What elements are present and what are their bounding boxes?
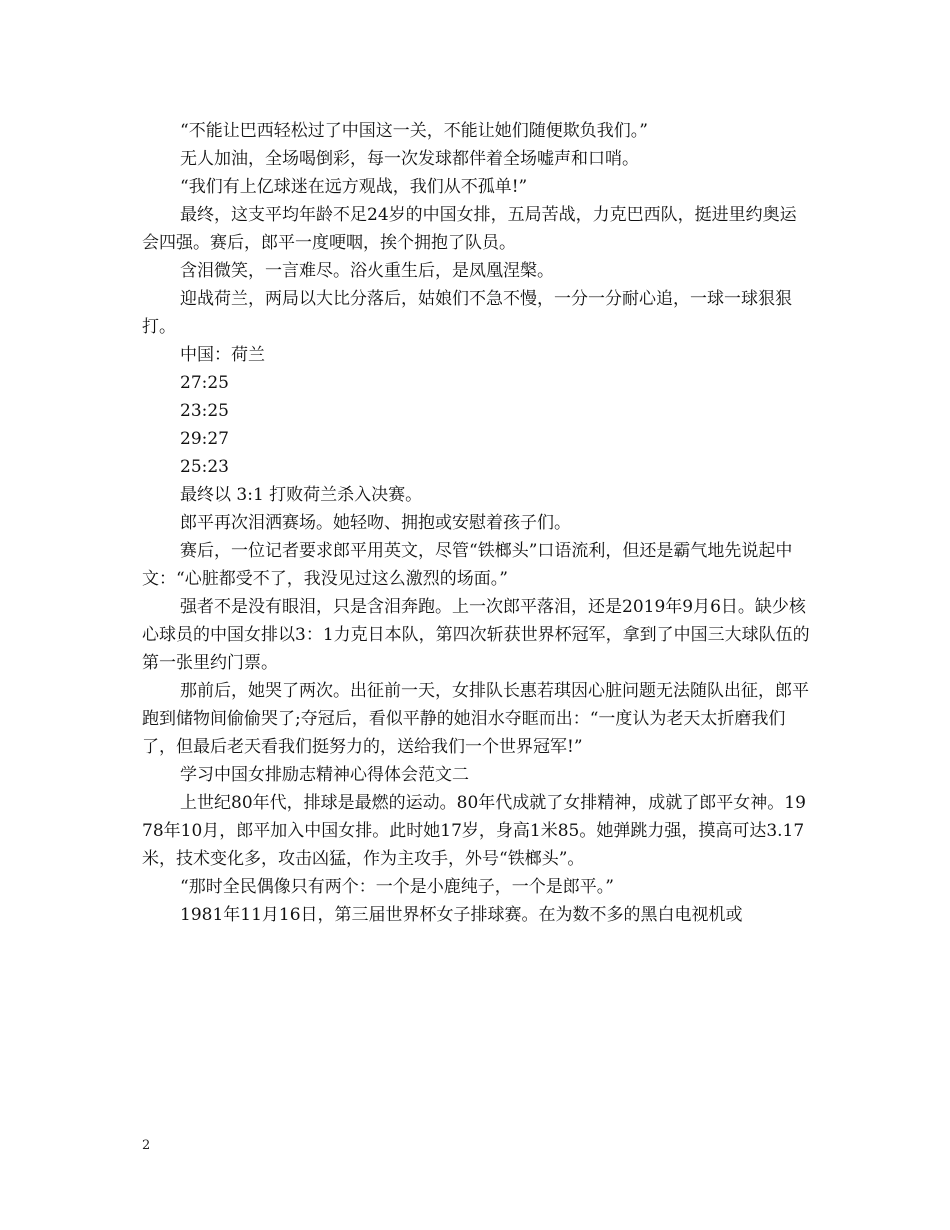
- score-set-4: 25:23: [180, 457, 229, 477]
- paragraph-1981: 1981年11月16日，第三届世界杯女子排球赛。在为数不多的黑白电视机或: [180, 905, 743, 925]
- paragraph-into-final: 最终以 3:1 打败荷兰杀入决赛。: [180, 485, 423, 505]
- score-heading: 中国：荷兰: [180, 345, 265, 365]
- paragraph-phoenix: 含泪微笑，一言难尽。浴火重生后，是凤凰涅槃。: [180, 261, 554, 281]
- paragraph-no-cheering: 无人加油，全场喝倒彩，每一次发球都伴着全场嘘声和口哨。: [180, 149, 639, 169]
- body-text: [142, 117, 812, 929]
- paragraph-world-cup: 强者不是没有眼泪，只是含泪奔跑。上一次郎平落泪，还是2019年9月6日。缺少核心球员的中国女排以3：1力克日本队，第四次斩获世界杯冠军，拿到了中国三大球队伍的第一张里约门票。: [142, 597, 810, 673]
- score-set-1: 27:25: [180, 373, 229, 393]
- paragraph-1980s: 上世纪80年代，排球是最燃的运动。80年代成就了女排精神，成就了郎平女神。1978年10月，郎平加入中国女排。此时她17岁，身高1米85。她弹跳力强，摸高可达3.17米，技术变化多，攻击凶猛，作为主攻手，外号“铁榔头”。: [142, 793, 806, 869]
- paragraph-quote-fans: “我们有上亿球迷在远方观战，我们从不孤单!”: [180, 177, 528, 197]
- section-heading: 学习中国女排励志精神心得体会范文二: [180, 765, 469, 785]
- page-number: 2: [142, 1138, 151, 1153]
- paragraph-vs-netherlands: 迎战荷兰，两局以大比分落后，姑娘们不急不慢，一分一分耐心追，一球一球狠狠打。: [142, 289, 792, 337]
- paragraph-idols: “那时全民偶像只有两个：一个是小鹿纯子，一个是郎平。”: [180, 877, 614, 897]
- score-set-2: 23:25: [180, 401, 229, 421]
- score-set-3: 29:27: [180, 429, 229, 449]
- paragraph-quote-brazil: “不能让巴西轻松过了中国这一关，不能让她们随便欺负我们。”: [180, 121, 648, 141]
- paragraph-reporter: 赛后，一位记者要求郎平用英文，尽管“铁榔头”口语流利，但还是霸气地先说起中文：“心脏都受不了，我没见过这么激烈的场面。”: [142, 541, 793, 589]
- paragraph-tears-again: 郎平再次泪洒赛场。她轻吻、拥抱或安慰着孩子们。: [180, 513, 571, 533]
- paragraph-cried-twice: 那前后，她哭了两次。出征前一天，女排队长惠若琪因心脏问题无法随队出征，郎平跑到储物间偷偷哭了;夺冠后，看似平静的她泪水夺眶而出：“一度认为老天太折磨我们了，但最后老天看我们挺努力的，送给我们一个世界冠军!”: [142, 681, 809, 757]
- paragraph-final-four: 最终，这支平均年龄不足24岁的中国女排，五局苦战，力克巴西队，挺进里约奥运会四强。赛后，郎平一度哽咽，挨个拥抱了队员。: [142, 205, 797, 253]
